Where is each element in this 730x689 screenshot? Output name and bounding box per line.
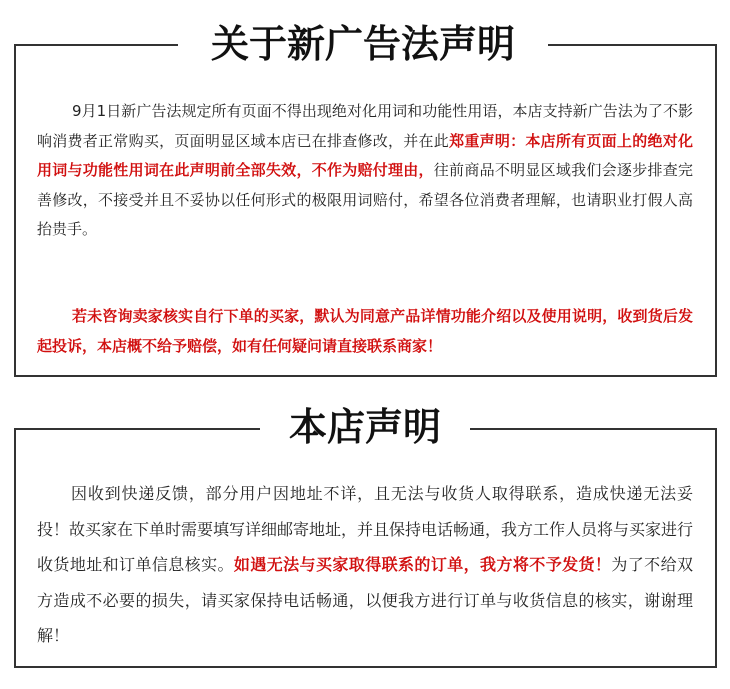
no-compensation-notice: 若未咨询卖家核实自行下单的买家，默认为同意产品详情功能介绍以及使用说明，收到货后发起投诉，本店概不给予赔偿，如有任何疑问请直接联系商家！	[37, 307, 693, 355]
ad-law-statement-title: 关于新广告法声明	[178, 20, 548, 68]
no-shipping-warning: 如遇无法与买家取得联系的订单，我方将不予发货！	[233, 555, 612, 574]
statement-text-continued: 往前商品不明显区域我们会逐步排查完善修改，不接受并且不妥协以任何形式的极限用词赔付，希望各位消费者理解，也请职业打假人高抬贵手。	[37, 161, 693, 238]
delivery-notice-text: 因收到快递反馈，部分用户因地址不详，且无法与收货人取得联系，造成快递无法妥投！故买家在下单时需要填写详细邮寄地址，并且保持电话畅通，我方工作人员将与买家进行收货地址和订单信息核实。	[37, 484, 694, 574]
ad-law-statement-paragraph	[37, 97, 693, 245]
contact-request-text: 为了不给双方造成不必要的损失，请买家保持电话畅通，以便我方进行订单与收货信息的核实，谢谢理解！	[37, 555, 693, 645]
solemn-declaration-text: 郑重声明：本店所有页面上的绝对化用词与功能性用词在此声明前全部失效，不作为赔付理由，	[37, 131, 693, 179]
statement-text: 9月1日新广告法规定所有页面不得出现绝对化用词和功能性用语，本店支持新广告法为了不影响消费者正常购买，页面明显区域本店已在排查修改，并在此	[37, 102, 693, 150]
store-statement-title: 本店声明	[260, 403, 470, 451]
store-statement-paragraph	[37, 476, 693, 654]
